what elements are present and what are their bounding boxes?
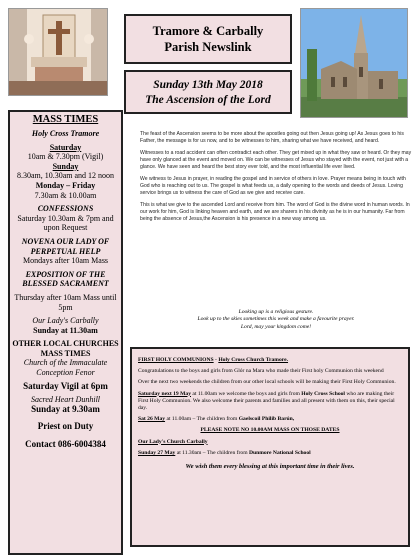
other-churches-heading: OTHER LOCAL CHURCHES MASS TIMES	[12, 339, 119, 358]
communion-holy-cross	[138, 391, 402, 413]
fenor-church-label: Church of the Immaculate Conception Fenor	[23, 358, 108, 378]
gaelscoil-date: Sat 26 May	[138, 416, 166, 423]
carbally-times: Sunday at 11.30am	[33, 325, 98, 335]
mass-times-heading: MASS TIMES	[32, 114, 99, 125]
gaelscoil-school: Gaelscoil Philib Barún,	[238, 416, 295, 423]
novena-times: Mondays after 10am Mass	[22, 256, 109, 266]
feast-title: The Ascension of the Lord	[145, 94, 271, 106]
confessions-times: Saturday 10.30am & 7pm and upon Request	[17, 213, 114, 233]
communion-gaelscoil	[138, 416, 402, 423]
weekday-label: Monday – Friday	[35, 180, 96, 190]
exposition-times: Thursday after 10am Mass until 5pm	[14, 292, 117, 312]
mass-times-panel	[8, 110, 123, 555]
dunmore-school: Dunmore National School	[248, 449, 311, 456]
reflection-paragraph: This is what we give to the ascended Lord and receive from him. The word of God is the divine word in human words. In our work for him, God is linking heaven and earth, and we are sharers in his divinity as he is in our humanity. Far from being the absence of Jesus,the Ascension is his presence in a new way among us.	[140, 202, 410, 222]
novena-label: NOVENA OUR LADY OF PERPETUAL HELP	[21, 236, 110, 256]
reflection-paragraph: We witness to Jesus in prayer, in reading the gospel and in service of others in love. Prayer means being in touch with God who is reaching out to us. The gospel is what feeds us, a daily opening to the words and deeds of Jesus. Loving service brings us to witness the care of God as we give and receive care.	[140, 176, 406, 196]
dunmore-date: Sunday 27 May	[138, 449, 176, 456]
holy-cross-school: Holy Cross School	[301, 390, 345, 397]
communion-heading-church: Holy Cross Church Tramore.	[218, 357, 289, 363]
communion-dunmore	[138, 450, 402, 457]
reflection-paragraph: Witnesses to a road accident can often contradict each other. They get mixed up in what they saw or heard. Or they may have only glanced at the event and moved on. We can be witnesses of Jesus who stayed with the event, not just with a glance. We have seen and heard the best story ever told, and the most influential life ever lived.	[140, 150, 412, 170]
weekday-times: 7.30am & 10.00am	[34, 190, 97, 200]
communion-notice-box	[130, 347, 410, 547]
church-name: Holy Cross Tramore	[31, 129, 100, 138]
parish-name: Tramore & Carbally	[152, 24, 264, 38]
newsletter-name: Parish Newslink	[164, 40, 252, 54]
holy-cross-text-end: who are making their First Holy Communion. We also welcome their parents and families and all present with them on this, their special day.	[138, 390, 395, 412]
dunhill-times: Sunday at 9.30am	[31, 403, 100, 414]
church-interior-photo	[8, 8, 108, 96]
communion-heading-title: FIRST HOLY COMMUNIONS	[138, 357, 214, 363]
saturday-label: Saturday	[49, 142, 82, 152]
dunhill-church-label: Sacred Heart Dunhill	[30, 395, 101, 405]
newsletter-title-box	[124, 14, 292, 64]
gaelscoil-text: at 11.00am – The children from	[165, 416, 239, 423]
prayer-line: Lord, may your kingdom come!	[240, 323, 312, 330]
reflection-prayer	[140, 309, 412, 331]
mass-cancellation-note: PLEASE NOTE NO 10.00AM MASS ON THOSE DATES	[200, 427, 340, 434]
dunmore-text: at 11.30am – The children from	[175, 449, 249, 456]
sunday-times: 8.30am, 10.30am and 12 noon	[16, 171, 115, 181]
issue-date: Sunday 13th May 2018	[153, 79, 263, 91]
carbally-church-label: Our Lady's Carbally	[32, 316, 99, 326]
communion-upcoming: Over the next two weekends the children from our other local schools will be making their First Holy Communion.	[138, 379, 396, 386]
holy-cross-date: Saturday next 19 May	[138, 390, 191, 397]
confessions-label: CONFESSIONS	[37, 204, 94, 214]
sunday-label: Sunday	[52, 161, 79, 171]
closing-blessing: We wish them every blessing at this important time in their lives.	[185, 463, 355, 471]
communion-heading-sep: -	[213, 357, 219, 363]
saturday-times: 10am & 7.30pm (Vigil)	[27, 152, 104, 162]
prayer-line: Looking up is a religious gesture.	[238, 309, 314, 315]
priest-on-duty: Priest on Duty	[37, 421, 94, 432]
carbally-heading: Our Lady's Church Carbally	[138, 438, 208, 445]
ascension-reflection	[140, 131, 412, 228]
communion-congrats: Congratulations to the boys and girls from Glór na Mara who made their First holy Communion this weekend	[138, 368, 384, 375]
reflection-paragraph: The feast of the Ascension seems to be more about the apostles going out then Jesus going up! As Jesus goes to his Father, the message is for us now, and to be witnesses to him, sharing what we have received, and heard.	[140, 131, 404, 144]
exposition-label: EXPOSITION OF THE BLESSED SACRAMENT	[22, 269, 109, 289]
fenor-times: Saturday Vigil at 6pm	[23, 380, 108, 391]
communion-heading	[138, 357, 402, 364]
date-box	[124, 70, 292, 114]
contact-number: Contact 086-6004384	[25, 439, 106, 450]
church-exterior-photo	[300, 8, 408, 118]
prayer-line: Look up to the skies sometimes this week and make a favourite prayer.	[197, 316, 355, 323]
holy-cross-text: at 11.00am we welcome the boys and girls from	[191, 390, 302, 397]
